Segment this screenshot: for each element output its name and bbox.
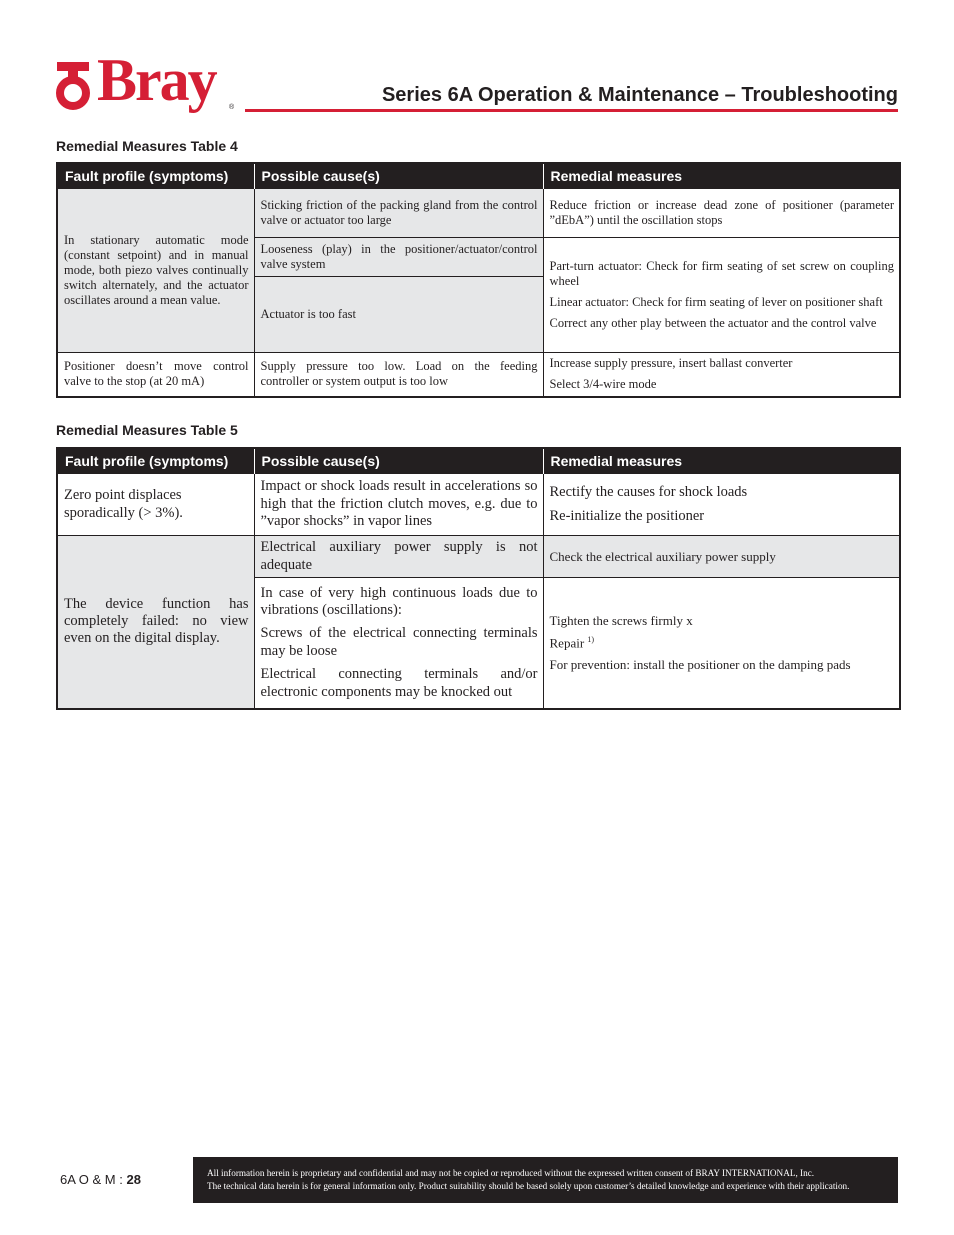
table5-row2-remedy-3: For prevention: install the positioner on the damping pads [549,656,851,672]
table4-row1-remedy-4: Correct any other play between the actuator and the control valve [549,316,877,330]
table4-row2-remedy-1: Increase supply pressure, insert ballast converter [549,356,793,371]
table4-header-causes: Possible cause(s) [254,163,543,189]
table4-row1-remedy-2: Part-turn actuator: Check for firm seating of set screw on coupling wheel [549,259,894,288]
remedial-table-5 [56,447,901,710]
page-number [60,1172,141,1187]
table5-row1-remedy-2: Re-initialize the positioner [549,507,705,524]
table4-row2-cause: Supply pressure too low. Load on the feeding controller or system output is too low [254,353,543,397]
table5-header-remedies: Remedial measures [543,448,900,474]
table4-row1-symptom: In stationary automatic mode (constant setpoint) and in manual mode, both piezo valves continually switch alternately, and the actuator oscillates around a mean value. [57,189,254,353]
page-title: Series 6A Operation & Maintenance – Troubleshooting [381,84,898,106]
table4-row1-remedies-group [543,238,900,353]
table5-row2-remedy-power: Check the electrical auxiliary power supply [543,536,900,578]
table4-row2-symptom: Positioner doesn’t move control valve to the stop (at 20 mA) [57,353,254,397]
table4-row1-cause-2: Looseness (play) in the positioner/actuator/control valve system [254,238,543,277]
page-number-value: 28 [126,1172,141,1187]
table5-row2-cause-3: Screws of the electrical connecting terminals may be loose [260,625,538,659]
table5-row2-remedy-1: Tighten the screws firmly x [549,613,693,629]
table5-row2-cause-2: In case of very high continuous loads due to vibrations (oscillations): [260,584,538,618]
bray-logo [55,47,245,114]
logo-wordmark: Bray [97,47,216,113]
table4-row2-remedy-2: Select 3/4-wire mode [549,377,657,392]
table-row [57,536,900,578]
table-row [57,353,900,397]
table4-row1-cause-1: Sticking friction of the packing gland from the control valve or actuator too large [254,189,543,238]
table5-header-symptoms: Fault profile (symptoms) [57,448,254,474]
table5-header-causes: Possible cause(s) [254,448,543,474]
bray-logo-mark-icon [55,60,91,110]
table5-row1-remedies [543,474,900,536]
table5-row1-remedy-1: Rectify the causes for shock loads [549,484,748,501]
table4-row1-cause-3: Actuator is too fast [254,277,543,353]
table5-header-row [57,448,900,474]
disclaimer-line-1: All information herein is proprietary and confidential and may not be copied or reproduced without the expressed written consent of BRAY INTERNATIONAL, Inc. [207,1168,815,1178]
table5-row2-cause-1: Electrical auxiliary power supply is not adequate [254,536,543,578]
table4-header-remedies: Remedial measures [543,163,900,189]
table5-row2-symptom: The device function has completely failed: no view even on the digital display. [57,536,254,709]
footer-disclaimer [193,1157,898,1203]
table5-caption: Remedial Measures Table 5 [56,422,238,438]
table5-row2-cause-4: Electrical connecting terminals and/or electronic components may be knocked out [260,666,538,700]
table5-row2-remedy-2-text: Repair [549,635,585,651]
table4-header-symptoms: Fault profile (symptoms) [57,163,254,189]
table5-row2-remedies [543,578,900,709]
remedial-table-4 [56,162,901,398]
header-rule [245,109,898,112]
repair-footnote: 1) [587,634,595,644]
table4-header-row [57,163,900,189]
page-number-prefix: 6A O & M : [60,1172,123,1187]
table5-row1-symptom: Zero point displaces sporadically (> 3%). [57,474,254,536]
disclaimer-line-2: The technical data herein is for general information only. Product suitability should be based solely upon customer’s detailed knowledge and experience with their application. [207,1181,850,1191]
table5-row2-causes-group [254,578,543,709]
table-row [57,474,900,536]
table-row [57,189,900,238]
table5-row2-remedy-2 [550,635,895,651]
table4-row1-remedy-1: Reduce friction or increase dead zone of positioner (parameter ”dEbA”) until the oscillation stops [543,189,900,238]
logo-registered-mark: ® [229,104,235,111]
table5-row1-cause: Impact or shock loads result in accelerations so high that the friction clutch moves, e.g. due to ”vapor shocks” in vapor lines [254,474,543,536]
table4-row1-remedy-3: Linear actuator: Check for firm seating of lever on positioner shaft [549,295,883,309]
table4-caption: Remedial Measures Table 4 [56,138,238,154]
table4-row2-remedies [543,353,900,397]
